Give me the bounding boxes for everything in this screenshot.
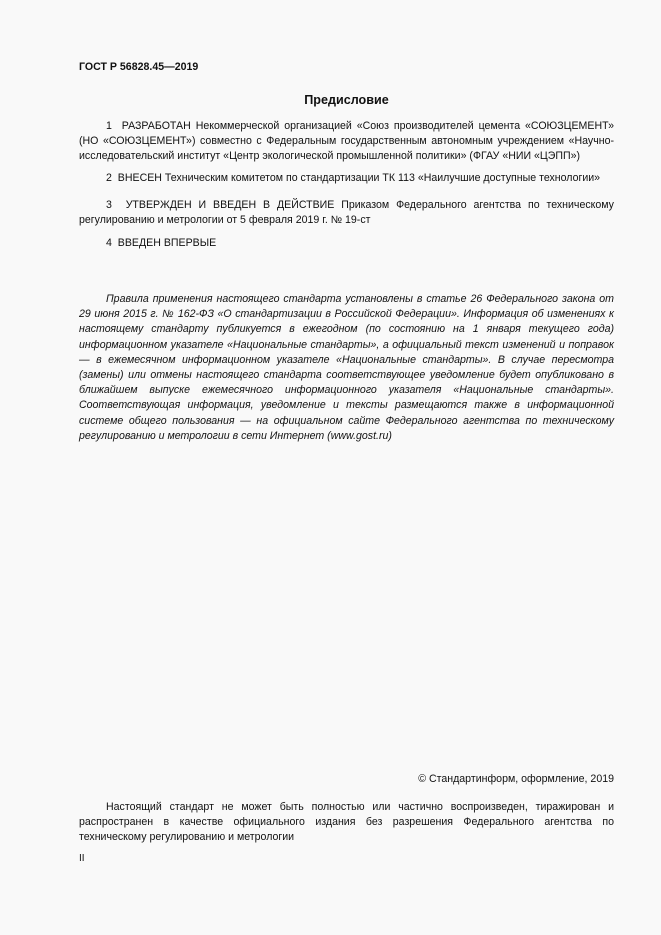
item-text: Приказом Федерального агентства по техническому регулированию и метрологии от 5 февраля 2019 г. № 19-ст <box>79 199 614 226</box>
item-number: 1 <box>106 120 112 132</box>
item-keyword: РАЗРАБОТАН <box>121 120 191 132</box>
item-number: 2 <box>106 172 112 184</box>
page-title: Предисловие <box>304 93 389 107</box>
foreword-item-4 <box>79 236 614 251</box>
page-header-standard-id: ГОСТ Р 56828.45—2019 <box>79 61 199 73</box>
item-keyword: УТВЕРЖДЕН И ВВЕДЕН В ДЕЙСТВИЕ <box>125 199 335 211</box>
item-number: 4 <box>106 237 112 249</box>
foreword-item-3 <box>79 198 614 228</box>
item-text: Техническим комитетом по стандартизации ТК 113 «Наилучшие доступные технологии» <box>164 172 601 184</box>
foreword-item-2 <box>79 171 614 186</box>
application-rules-note: Правила применения настоящего стандарта установлены в статье 26 Федерального закона от 29 июня 2015 г. № 162-ФЗ «О стандартизации в Российской Федерации». Информация об изменениях к настоящему стандарту публикуется в ежегодном (по состоянию на 1 января текущего года) информационном указателе «Национальные стандарты», а официальный текст изменений и поправок — в ежемесячном информационном указателе «Национальные стандарты». В случае пересмотра (замены) или отмены настоящего стандарта соответствующее уведомление будет опубликовано в ближайшем выпуске ежемесячного информационного указателя «Национальные стандарты». Соответствующая информация, уведомление и тексты размещаются также в информационной системе общего пользования — на официальном сайте Федерального агентства по техническому регулированию и метрологии в сети Интернет (www.gost.ru) <box>79 293 614 442</box>
reproduction-notice: Настоящий стандарт не может быть полностью или частично воспроизведен, тиражирован и распространен в качестве официального издания без разрешения Федерального агентства по техническому регулированию и метрологии <box>79 801 614 843</box>
item-text: Некоммерческой организацией «Союз производителей цемента «СОЮЗЦЕМЕНТ» (НО «СОЮЗЦЕМЕНТ») совместно с Федеральным государственным автономным учреждением «Научно-исследовательский институт «Центр экологической промышленной политики» (ФГАУ «НИИ «ЦЭПП») <box>79 120 614 162</box>
page-number: II <box>79 853 85 864</box>
item-number: 3 <box>106 199 112 211</box>
copyright-notice: © Стандартинформ, оформление, 2019 <box>418 773 614 785</box>
item-keyword: ВНЕСЕН <box>117 172 162 184</box>
item-keyword: ВВЕДЕН ВПЕРВЫЕ <box>117 237 217 249</box>
foreword-item-1 <box>79 119 614 164</box>
